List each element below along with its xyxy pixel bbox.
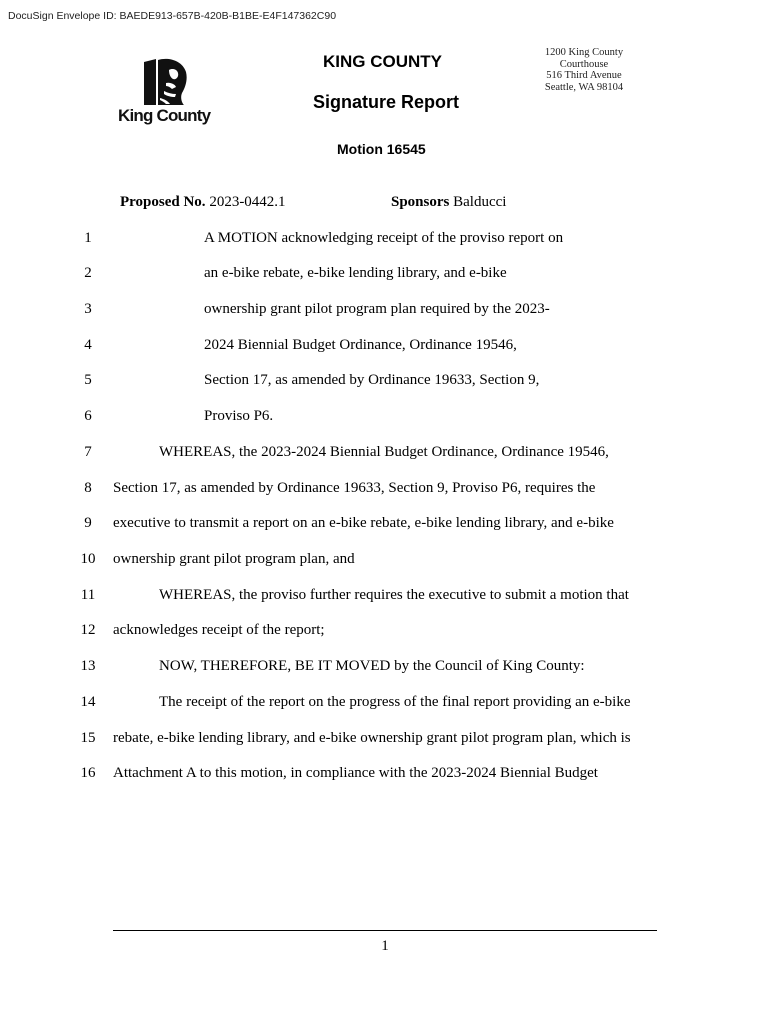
- line-number: 12: [80, 622, 96, 638]
- logo-text: King County: [118, 106, 211, 125]
- line-text: Attachment A to this motion, in compliance with the 2023-2024 Biennial Budget: [113, 765, 598, 781]
- line-number: 11: [80, 587, 96, 603]
- line-text: executive to transmit a report on an e-bike rebate, e-bike lending library, and e-bike: [113, 515, 614, 531]
- line-text: Section 17, as amended by Ordinance 19633, Section 9,: [204, 372, 540, 388]
- line-number: 8: [84, 480, 92, 496]
- line-number: 2: [84, 265, 92, 281]
- line-text: WHEREAS, the proviso further requires the executive to submit a motion that: [159, 587, 629, 603]
- numbered-line: [0, 405, 770, 427]
- numbered-line: [0, 512, 770, 534]
- proposed-value: 2023-0442.1: [209, 194, 286, 210]
- line-number: 9: [84, 515, 92, 531]
- line-text: WHEREAS, the 2023-2024 Biennial Budget Ordinance, Ordinance 19546,: [159, 444, 609, 460]
- line-number: 16: [80, 765, 96, 781]
- line-number: 4: [84, 337, 92, 353]
- line-number: 5: [84, 372, 92, 388]
- numbered-line: [0, 334, 770, 356]
- line-number: 6: [84, 408, 92, 424]
- line-number: 7: [84, 444, 92, 460]
- numbered-line: [0, 298, 770, 320]
- address-line: Seattle, WA 98104: [544, 81, 624, 93]
- numbered-line: [0, 584, 770, 606]
- line-text: rebate, e-bike lending library, and e-bike ownership grant pilot program plan, which is: [113, 730, 631, 746]
- line-text: A MOTION acknowledging receipt of the proviso report on: [204, 230, 564, 246]
- numbered-line: [0, 619, 770, 641]
- line-text: acknowledges receipt of the report;: [113, 622, 325, 638]
- address-line: 516 Third Avenue: [546, 70, 622, 81]
- line-number: 1: [84, 230, 92, 246]
- numbered-line: [0, 262, 770, 284]
- page-number: 1: [381, 938, 389, 954]
- line-text: 2024 Biennial Budget Ordinance, Ordinance 19546,: [204, 337, 517, 353]
- numbered-line: [0, 762, 770, 784]
- report-title: Signature Report: [313, 92, 460, 112]
- line-text: ownership grant pilot program plan, and: [113, 551, 355, 567]
- line-text: Proviso P6.: [204, 408, 274, 424]
- motion-number: Motion 16545: [337, 141, 426, 157]
- line-text: Section 17, as amended by Ordinance 19633, Section 9, Proviso P6, requires the: [113, 480, 596, 496]
- numbered-line: [0, 441, 770, 463]
- line-number: 15: [80, 730, 96, 746]
- envelope-id: DocuSign Envelope ID: BAEDE913-657B-420B-B1BE-E4F147362C90: [8, 10, 337, 22]
- line-number: 3: [84, 301, 92, 317]
- county-name: KING COUNTY: [323, 52, 442, 71]
- numbered-line: [0, 477, 770, 499]
- numbered-line: [0, 548, 770, 570]
- numbered-line: [0, 691, 770, 713]
- address-line: 1200 King County Courthouse: [544, 47, 624, 70]
- line-number: 13: [80, 658, 96, 674]
- sponsors-value: Balducci: [453, 194, 507, 210]
- numbered-line: [0, 227, 770, 249]
- sponsors-label: Sponsors: [391, 194, 450, 210]
- line-text: NOW, THEREFORE, BE IT MOVED by the Council of King County:: [159, 658, 585, 674]
- line-number: 10: [80, 551, 96, 567]
- proposed-label: Proposed No.: [120, 194, 206, 210]
- numbered-line: [0, 727, 770, 749]
- numbered-line: [0, 369, 770, 391]
- line-text: The receipt of the report on the progress of the final report providing an e-bike: [159, 694, 631, 710]
- numbered-line: [0, 655, 770, 677]
- line-text: an e-bike rebate, e-bike lending library, and e-bike: [204, 265, 507, 281]
- line-number: 14: [80, 694, 96, 710]
- footer-divider: [113, 930, 657, 931]
- line-text: ownership grant pilot program plan required by the 2023-: [204, 301, 550, 317]
